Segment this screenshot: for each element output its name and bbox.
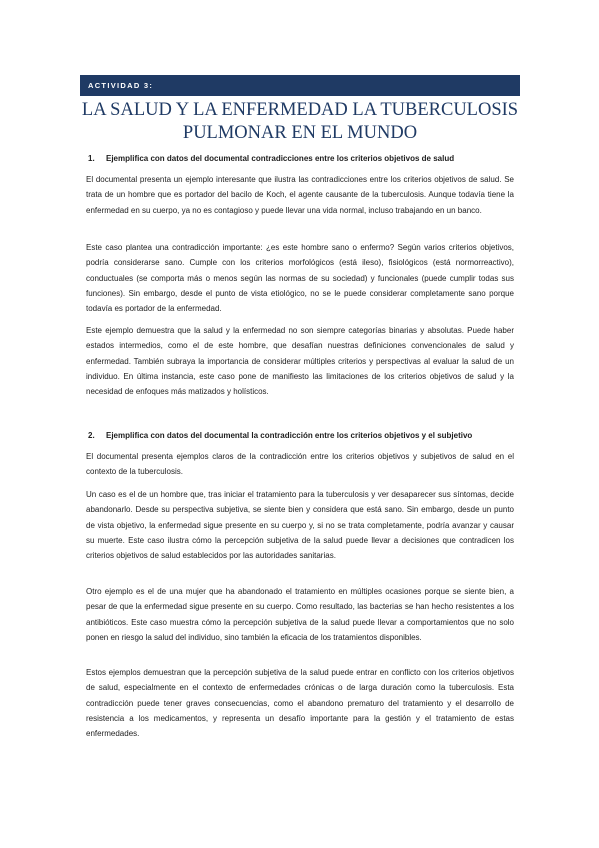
section-1-paragraph-1: El documental presenta un ejemplo interesante que ilustra las contradicciones entre los criterios objetivos de salud. Se trata de un hombre que es portador del bacilo de Koch, el agente causante de la tuberculosis. Aunque todavía tiene la enfermedad en su cuerpo, ya no es contagioso y puede llevar una vida normal, incluso trabajando en un banco. <box>86 175 514 215</box>
section-2-paragraph-1: El documental presenta ejemplos claros de la contradicción entre los criterios objetivos y subjetivos de salud en el contexto de la tuberculosis. <box>86 452 514 477</box>
section-2-heading-text: Ejemplifica con datos del documental la contradicción entre los criterios objetivos y el subjetivo <box>106 431 473 440</box>
title-line-1: LA SALUD Y LA ENFERMEDAD LA TUBERCULOSIS <box>81 100 519 120</box>
section-1-heading <box>88 153 454 164</box>
title-line-2: PULMONAR EN EL MUNDO <box>182 123 418 143</box>
section-2-number: 2. <box>88 431 95 440</box>
section-1-paragraph-3: Este ejemplo demuestra que la salud y la enfermedad no son siempre categorías binarias y absolutas. Puede haber estados intermedios, como el de este hombre, que desafían nuestras definiciones convencionales de salud y enfermedad. También subraya la importancia de considerar múltiples criterios y perspectivas al evaluar la salud de un individuo. En última instancia, este caso pone de manifiesto las limitaciones de los criterios objetivos de salud y la necesidad de enfoques más matizados y holísticos. <box>86 326 514 397</box>
section-1-paragraph-2: Este caso plantea una contradicción importante: ¿es este hombre sano o enfermo? Según varios criterios objetivos, podría considerarse sano. Cumple con los criterios morfológicos (está ileso), fisiológicos (está normorreactivo), conductuales (se comporta más o menos según las normas de su sociedad) y funcionales (puede cumplir todas sus funciones). Sin embargo, desde el punto de vista etiológico, no se le puede considerar completamente sano porque todavía es portador de la enfermedad. <box>86 243 514 314</box>
section-2-heading <box>88 430 472 441</box>
section-2-paragraph-3: Otro ejemplo es el de una mujer que ha abandonado el tratamiento en múltiples ocasiones porque se siente bien, a pesar de que la enfermedad sigue presente en su cuerpo. Como resultado, las bacterias se han hecho resistentes a los antibióticos. Este caso muestra cómo la percepción subjetiva de la salud puede llevar a comportamientos que no solo ponen en riesgo la salud del individuo, sino también la eficacia de los tratamientos disponibles. <box>86 587 514 642</box>
activity-banner: ACTIVIDAD 3: <box>80 75 520 96</box>
section-2-paragraph-4: Estos ejemplos demuestran que la percepción subjetiva de la salud puede entrar en conflicto con los criterios objetivos de salud, especialmente en el contexto de enfermedades crónicas o de larga duración como la tuberculosis. Esta contradicción puede tener graves consecuencias, como el abandono prematuro del tratamiento y el desarrollo de resistencia a los medicamentos, y representa un desafío importante para la gestión y el tratamiento de estas enfermedades. <box>86 668 514 739</box>
section-1-number: 1. <box>88 154 95 163</box>
section-2-paragraph-2: Un caso es el de un hombre que, tras iniciar el tratamiento para la tuberculosis y ver desaparecer sus síntomas, decide abandonarlo. Desde su perspectiva subjetiva, se siente bien y considera que está sano. Sin embargo, desde un punto de vista objetivo, la enfermedad sigue presente en su cuerpo y, si no se trata completamente, podría avanzar y causar su muerte. Este caso ilustra cómo la percepción subjetiva de la salud puede llevar a decisiones que contradicen los criterios objetivos de salud establecidos por las autoridades sanitarias. <box>86 490 514 561</box>
section-1-heading-text: Ejemplifica con datos del documental contradicciones entre los criterios objetivos de salud <box>106 154 455 163</box>
page-title <box>80 99 520 145</box>
